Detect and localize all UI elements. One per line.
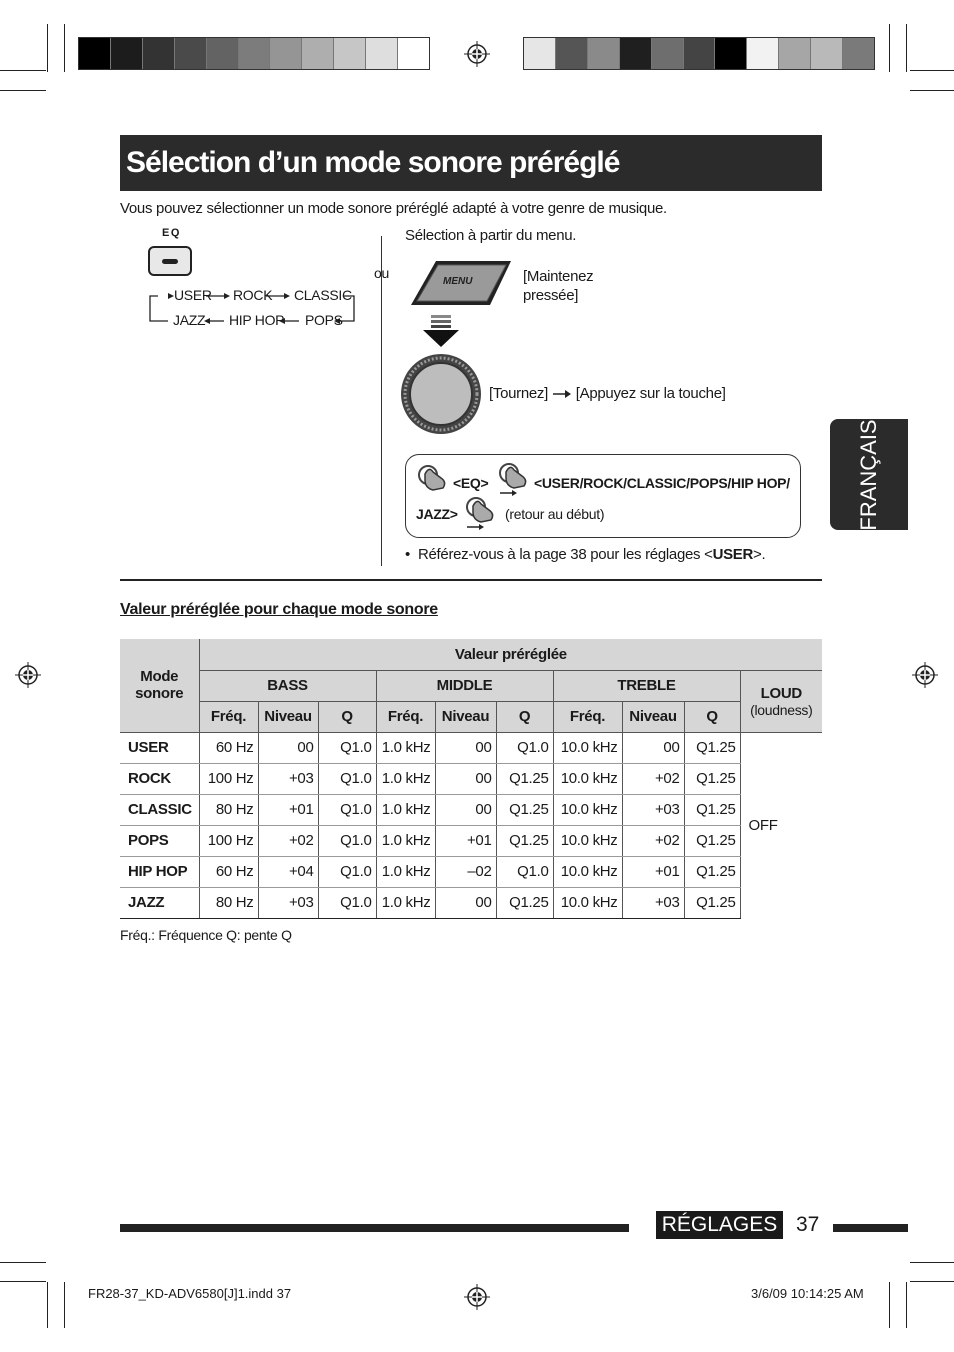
table-row <box>120 825 822 856</box>
loud-cell: OFF <box>740 732 822 918</box>
slug-file: FR28-37_KD-ADV6580[J]1.indd 37 <box>88 1286 292 1301</box>
down-arrow-icon <box>420 314 462 348</box>
treble-cell: 10.0 kHz <box>553 887 622 918</box>
treble-cell: Q1.25 <box>684 856 740 887</box>
middle-cell: 00 <box>435 794 496 825</box>
section-heading: Valeur préréglée pour chaque mode sonore <box>120 601 438 618</box>
crop-mark <box>47 24 48 72</box>
mode-cell: ROCK <box>120 763 199 794</box>
bass-cell: 80 Hz <box>199 794 258 825</box>
bass-cell: Q1.0 <box>318 887 376 918</box>
cycle-item-pops: POPS <box>305 312 343 328</box>
crop-mark <box>0 90 46 91</box>
color-swatch <box>842 38 874 69</box>
press-label: [Appuyez sur la touche] <box>575 385 726 402</box>
hold-note <box>523 267 593 305</box>
treble-cell: +01 <box>622 856 684 887</box>
crop-mark <box>0 1281 46 1282</box>
registration-mark-icon <box>464 41 490 67</box>
hold-note-line1: [Maintenez <box>523 268 594 285</box>
section-label: RÉGLAGES <box>656 1211 783 1239</box>
crop-mark <box>0 70 46 71</box>
preset-header: Valeur préréglée <box>199 639 822 670</box>
bass-cell: +04 <box>258 856 318 887</box>
crop-mark <box>889 24 890 72</box>
bullet: • <box>405 546 410 563</box>
section-divider <box>120 579 822 581</box>
table-row <box>120 887 822 918</box>
turn-label: [Tournez] <box>489 385 548 402</box>
box-modes-label: <USER/ROCK/CLASSIC/POPS/HIP HOP/ <box>534 475 790 491</box>
treble-cell: Q1.25 <box>684 763 740 794</box>
refer-note <box>405 546 765 563</box>
crop-mark <box>910 1281 954 1282</box>
color-swatch <box>238 38 270 69</box>
bass-q-header: Q <box>318 701 376 732</box>
middle-cell: Q1.25 <box>496 825 553 856</box>
hold-note-line2: pressée] <box>523 287 579 304</box>
middle-cell: 1.0 kHz <box>376 856 435 887</box>
bass-cell: Q1.0 <box>318 794 376 825</box>
middle-cell: Q1.0 <box>496 732 553 763</box>
color-swatch <box>746 38 778 69</box>
crop-mark <box>906 1282 907 1328</box>
language-tab-label: FRANÇAIS <box>856 418 881 531</box>
cycle-item-user: USER <box>174 287 212 303</box>
table-row <box>120 732 822 763</box>
color-swatch <box>555 38 587 69</box>
turn-hand-icon <box>463 496 499 532</box>
divider <box>381 236 382 566</box>
cycle-item-rock: ROCK <box>233 287 273 303</box>
treble-cell: Q1.25 <box>684 732 740 763</box>
middle-cell: 1.0 kHz <box>376 887 435 918</box>
intro-text: Vous pouvez sélectionner un mode sonore préréglé adapté à votre genre de musique. <box>120 200 667 217</box>
color-swatch <box>206 38 238 69</box>
bass-cell: Q1.0 <box>318 825 376 856</box>
color-swatch <box>110 38 142 69</box>
middle-q-header: Q <box>496 701 553 732</box>
refer-bold: USER <box>712 546 754 563</box>
color-swatch <box>142 38 174 69</box>
middle-cell: Q1.25 <box>496 887 553 918</box>
color-swatch <box>651 38 683 69</box>
crop-mark <box>906 24 907 72</box>
color-swatch <box>714 38 746 69</box>
table-row <box>120 856 822 887</box>
middle-cell: Q1.25 <box>496 763 553 794</box>
mode-cell: CLASSIC <box>120 794 199 825</box>
color-swatch <box>810 38 842 69</box>
bass-cell: 60 Hz <box>199 732 258 763</box>
bass-cell: +02 <box>258 825 318 856</box>
treble-cell: Q1.25 <box>684 825 740 856</box>
color-calibration-bar-right <box>523 37 875 70</box>
treble-cell: Q1.25 <box>684 794 740 825</box>
bass-cell: 60 Hz <box>199 856 258 887</box>
bass-cell: +01 <box>258 794 318 825</box>
mode-cell: POPS <box>120 825 199 856</box>
menu-button-label: MENU <box>443 276 473 287</box>
bass-cell: 00 <box>258 732 318 763</box>
bass-cell: Q1.0 <box>318 763 376 794</box>
middle-cell: 1.0 kHz <box>376 794 435 825</box>
treble-cell: 00 <box>622 732 684 763</box>
treble-cell: 10.0 kHz <box>553 825 622 856</box>
color-swatch <box>683 38 715 69</box>
registration-mark-icon <box>464 1284 490 1310</box>
treble-q-header: Q <box>684 701 740 732</box>
bass-cell: 100 Hz <box>199 825 258 856</box>
treble-cell: +02 <box>622 825 684 856</box>
crop-mark <box>0 1262 46 1263</box>
crop-mark <box>47 1282 48 1328</box>
or-label: ou <box>374 265 389 281</box>
middle-cell: Q1.0 <box>496 856 553 887</box>
slug-date: 3/6/09 10:14:25 AM <box>751 1286 864 1301</box>
eq-button-label: EQ <box>162 227 181 239</box>
middle-cell: 00 <box>435 763 496 794</box>
crop-mark <box>889 1282 890 1328</box>
color-swatch <box>524 38 555 69</box>
middle-cell: –02 <box>435 856 496 887</box>
treble-level-header: Niveau <box>622 701 684 732</box>
table-footnote: Fréq.: Fréquence Q: pente Q <box>120 927 292 943</box>
treble-cell: +03 <box>622 887 684 918</box>
middle-cell: 1.0 kHz <box>376 763 435 794</box>
eq-button-icon <box>148 246 192 276</box>
control-dial-icon <box>399 352 483 436</box>
middle-cell: Q1.25 <box>496 794 553 825</box>
color-swatch <box>619 38 651 69</box>
bass-header: BASS <box>199 670 376 701</box>
color-swatch <box>333 38 365 69</box>
page-title: Sélection d’un mode sonore préréglé <box>120 135 822 191</box>
crop-mark <box>910 70 954 71</box>
color-swatch <box>79 38 110 69</box>
color-calibration-bar-left <box>78 37 430 70</box>
middle-header: MIDDLE <box>376 670 553 701</box>
color-swatch <box>587 38 619 69</box>
page-number: 37 <box>796 1213 820 1236</box>
treble-cell: +03 <box>622 794 684 825</box>
bass-cell: +03 <box>258 763 318 794</box>
middle-cell: 00 <box>435 732 496 763</box>
bass-cell: +03 <box>258 887 318 918</box>
treble-cell: Q1.25 <box>684 887 740 918</box>
treble-cell: 10.0 kHz <box>553 794 622 825</box>
press-hand-icon <box>415 464 451 492</box>
mode-header: Mode sonore <box>120 639 199 732</box>
cycle-item-jazz: JAZZ <box>173 312 206 328</box>
treble-freq-header: Fréq. <box>553 701 622 732</box>
table-row <box>120 763 822 794</box>
treble-cell: 10.0 kHz <box>553 732 622 763</box>
middle-level-header: Niveau <box>435 701 496 732</box>
footer-bar <box>833 1224 908 1232</box>
box-eq-label: <EQ> <box>453 475 489 491</box>
color-swatch <box>397 38 429 69</box>
color-swatch <box>269 38 301 69</box>
bass-cell: Q1.0 <box>318 856 376 887</box>
turn-hand-icon <box>496 462 532 498</box>
mode-cell: USER <box>120 732 199 763</box>
treble-cell: 10.0 kHz <box>553 763 622 794</box>
dial-instructions <box>489 385 726 402</box>
cycle-item-classic: CLASSIC <box>294 287 352 303</box>
color-swatch <box>301 38 333 69</box>
refer-prefix: Référez-vous à la page 38 pour les réglages < <box>417 546 713 563</box>
middle-cell: +01 <box>435 825 496 856</box>
crop-mark <box>64 1282 65 1328</box>
bass-cell: 80 Hz <box>199 887 258 918</box>
registration-mark-icon <box>15 662 41 688</box>
footer-bar <box>120 1224 629 1232</box>
loud-header: LOUD (loudness) <box>740 670 822 732</box>
treble-header: TREBLE <box>553 670 740 701</box>
box-return-label: (retour au début) <box>505 506 605 522</box>
mode-cell: JAZZ <box>120 887 199 918</box>
color-swatch <box>174 38 206 69</box>
color-swatch <box>778 38 810 69</box>
middle-cell: 00 <box>435 887 496 918</box>
table-row <box>120 794 822 825</box>
language-tab <box>830 419 908 530</box>
bass-cell: 100 Hz <box>199 763 258 794</box>
refer-suffix: >. <box>753 546 766 563</box>
bass-cell: Q1.0 <box>318 732 376 763</box>
cycle-item-hiphop: HIP HOP <box>229 312 285 328</box>
treble-cell: +02 <box>622 763 684 794</box>
mode-cell: HIP HOP <box>120 856 199 887</box>
crop-mark <box>64 24 65 72</box>
middle-cell: 1.0 kHz <box>376 732 435 763</box>
treble-cell: 10.0 kHz <box>553 856 622 887</box>
menu-selection-heading: Sélection à partir du menu. <box>405 227 577 244</box>
crop-mark <box>910 1262 954 1263</box>
registration-mark-icon <box>912 662 938 688</box>
bass-freq-header: Fréq. <box>199 701 258 732</box>
middle-cell: 1.0 kHz <box>376 825 435 856</box>
color-swatch <box>365 38 397 69</box>
preset-table <box>120 639 822 919</box>
crop-mark <box>910 90 954 91</box>
bass-level-header: Niveau <box>258 701 318 732</box>
box-jazz-label: JAZZ> <box>416 506 458 522</box>
right-arrow-icon <box>552 389 572 399</box>
middle-freq-header: Fréq. <box>376 701 435 732</box>
